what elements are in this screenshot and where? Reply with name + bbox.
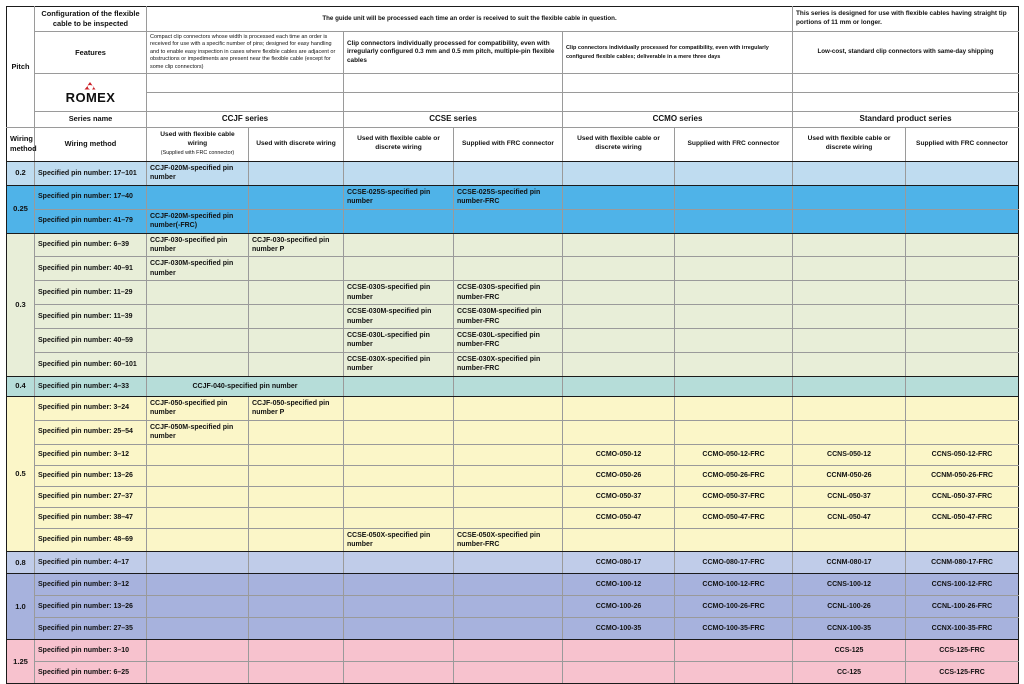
ccmo-flexible-cell: CCMO-050-26 bbox=[563, 465, 675, 486]
standard-frc-cell bbox=[906, 233, 1019, 257]
ccse-flexible-cell bbox=[344, 574, 454, 596]
ccse-flexible-cell bbox=[344, 596, 454, 618]
ccjf-flexible-cell bbox=[147, 352, 249, 376]
pin-number-cell: Specified pin number: 6–25 bbox=[35, 662, 147, 684]
ccjf-discrete-cell bbox=[249, 596, 344, 618]
ccse-flexible-cell bbox=[344, 507, 454, 528]
ccjf-flexible-cell: CCJF-050-specified pin number bbox=[147, 396, 249, 420]
ccse-frc-cell bbox=[454, 574, 563, 596]
ccjf-discrete-cell bbox=[249, 185, 344, 209]
standard-frc-cell bbox=[906, 420, 1019, 444]
ccse-frc-cell: CCSE-030S-specified pin number-FRC bbox=[454, 281, 563, 305]
wiring-ccjf-flex bbox=[147, 127, 249, 161]
ccjf-flexible-cell: CCJF-030M-specified pin number bbox=[147, 257, 249, 281]
pin-number-cell: Specified pin number: 48–69 bbox=[35, 528, 147, 552]
ccmo-flexible-cell bbox=[563, 396, 675, 420]
ccjf-discrete-cell bbox=[249, 257, 344, 281]
header-row-image-band bbox=[7, 93, 1019, 112]
ccmo-frc-cell bbox=[675, 209, 793, 233]
ccse-frc-cell bbox=[454, 465, 563, 486]
wiring-ccmo-frc: Supplied with FRC connector bbox=[675, 127, 793, 161]
ccmo-frc-cell bbox=[675, 396, 793, 420]
table-row bbox=[7, 662, 1019, 684]
product-matrix-page bbox=[0, 6, 1024, 677]
ccse-frc-cell bbox=[454, 507, 563, 528]
ccjf-discrete-cell bbox=[249, 640, 344, 662]
table-row bbox=[7, 352, 1019, 376]
ccmo-flexible-cell bbox=[563, 281, 675, 305]
ccjf-discrete-cell bbox=[249, 281, 344, 305]
ccse-frc-cell bbox=[454, 444, 563, 465]
standard-frc-cell bbox=[906, 209, 1019, 233]
pitch-value-cell: 0.4 bbox=[7, 376, 35, 396]
features-label: Features bbox=[35, 31, 147, 73]
standard-flexible-cell bbox=[793, 420, 906, 444]
table-row bbox=[7, 396, 1019, 420]
standard-flexible-cell: CCNL-050-37 bbox=[793, 486, 906, 507]
ccmo-frc-cell: CCMO-050-37-FRC bbox=[675, 486, 793, 507]
ccjf-discrete-cell bbox=[249, 420, 344, 444]
product-image-ccmo bbox=[563, 74, 793, 93]
pin-number-cell: Specified pin number: 40–91 bbox=[35, 257, 147, 281]
ccse-flexible-cell bbox=[344, 233, 454, 257]
standard-flexible-cell: CCNM-080-17 bbox=[793, 552, 906, 574]
ccjf-flexible-cell bbox=[147, 465, 249, 486]
product-image-ccse bbox=[344, 74, 563, 93]
ccse-frc-cell: CCSE-050X-specified pin number-FRC bbox=[454, 528, 563, 552]
ccjf-discrete-cell bbox=[249, 352, 344, 376]
ccjf-flexible-cell bbox=[147, 552, 249, 574]
table-row bbox=[7, 209, 1019, 233]
series-ccse: CCSE series bbox=[344, 112, 563, 128]
ccse-frc-cell bbox=[454, 596, 563, 618]
wiring-ccjf-flex-main: Used with flexible cable wiring bbox=[160, 131, 235, 148]
ccmo-flexible-cell bbox=[563, 352, 675, 376]
ccjf-flexible-cell bbox=[147, 574, 249, 596]
ccjf-flexible-cell bbox=[147, 618, 249, 640]
standard-flexible-cell bbox=[793, 209, 906, 233]
standard-flexible-cell bbox=[793, 528, 906, 552]
ccjf-flexible-cell bbox=[147, 528, 249, 552]
wiring-ccse-frc: Supplied with FRC connector bbox=[454, 127, 563, 161]
standard-flexible-cell bbox=[793, 185, 906, 209]
table-row bbox=[7, 528, 1019, 552]
ccjf-flexible-cell: CCJF-050M-specified pin number bbox=[147, 420, 249, 444]
ccse-flexible-cell: CCSE-030M-specified pin number bbox=[344, 305, 454, 329]
pin-number-cell: Specified pin number: 17–40 bbox=[35, 185, 147, 209]
ccjf-flexible-cell bbox=[147, 662, 249, 684]
ccjf-flexible-cell: CCJF-030-specified pin number bbox=[147, 233, 249, 257]
ccse-flexible-cell bbox=[344, 376, 454, 396]
table-row bbox=[7, 420, 1019, 444]
pitch-value-cell: 1.0 bbox=[7, 574, 35, 640]
standard-flexible-cell: CCNS-100-12 bbox=[793, 574, 906, 596]
ccse-frc-cell bbox=[454, 420, 563, 444]
ccse-frc-cell bbox=[454, 233, 563, 257]
table-body bbox=[7, 161, 1019, 684]
table-row bbox=[7, 507, 1019, 528]
ccmo-flexible-cell bbox=[563, 161, 675, 185]
table-row bbox=[7, 596, 1019, 618]
wiring-method-label-2: Wiring method bbox=[35, 127, 147, 161]
ccse-flexible-cell bbox=[344, 209, 454, 233]
standard-frc-cell: CCNS-100-12-FRC bbox=[906, 574, 1019, 596]
ccse-flexible-cell bbox=[344, 662, 454, 684]
pin-number-cell: Specified pin number: 40–59 bbox=[35, 329, 147, 353]
standard-flexible-cell: CC-125 bbox=[793, 662, 906, 684]
table-row bbox=[7, 618, 1019, 640]
ccjf-flexible-cell bbox=[147, 507, 249, 528]
ccse-frc-cell bbox=[454, 376, 563, 396]
series-ccjf: CCJF series bbox=[147, 112, 344, 128]
standard-frc-cell bbox=[906, 329, 1019, 353]
table-row bbox=[7, 185, 1019, 209]
ccse-frc-cell: CCSE-025S-specified pin number-FRC bbox=[454, 185, 563, 209]
ccmo-flexible-cell: CCMO-100-35 bbox=[563, 618, 675, 640]
ccjf-discrete-cell bbox=[249, 552, 344, 574]
ccmo-flexible-cell: CCMO-050-47 bbox=[563, 507, 675, 528]
ccmo-frc-cell bbox=[675, 161, 793, 185]
ccse-flexible-cell: CCSE-030X-specified pin number bbox=[344, 352, 454, 376]
series-ccmo: CCMO series bbox=[563, 112, 793, 128]
wiring-standard-flex: Used with flexible cable or discrete wiring bbox=[793, 127, 906, 161]
ccmo-frc-cell bbox=[675, 281, 793, 305]
pitch-value-cell: 0.3 bbox=[7, 233, 35, 376]
standard-flexible-cell bbox=[793, 233, 906, 257]
ccmo-frc-cell bbox=[675, 640, 793, 662]
pin-number-cell: Specified pin number: 11–29 bbox=[35, 281, 147, 305]
ccmo-frc-cell: CCMO-080-17-FRC bbox=[675, 552, 793, 574]
standard-flexible-cell: CCNX-100-35 bbox=[793, 618, 906, 640]
ccse-flexible-cell bbox=[344, 552, 454, 574]
ccse-flexible-cell bbox=[344, 465, 454, 486]
ccjf-flexible-cell bbox=[147, 185, 249, 209]
ccse-frc-cell bbox=[454, 396, 563, 420]
table-row bbox=[7, 465, 1019, 486]
ccjf-discrete-cell bbox=[249, 618, 344, 640]
ccmo-frc-cell: CCMO-100-12-FRC bbox=[675, 574, 793, 596]
standard-flexible-cell bbox=[793, 329, 906, 353]
header-row-brand bbox=[7, 74, 1019, 93]
table-row bbox=[7, 329, 1019, 353]
ccjf-discrete-cell bbox=[249, 486, 344, 507]
standard-frc-cell bbox=[906, 257, 1019, 281]
ccjf-flexible-cell bbox=[147, 640, 249, 662]
standard-flexible-cell: CCNL-050-47 bbox=[793, 507, 906, 528]
ccjf-flexible-cell bbox=[147, 305, 249, 329]
standard-frc-cell bbox=[906, 376, 1019, 396]
ccmo-flexible-cell: CCMO-050-12 bbox=[563, 444, 675, 465]
header-row-wiring-method bbox=[7, 127, 1019, 161]
ccmo-flexible-cell bbox=[563, 662, 675, 684]
series-name-label: Series name bbox=[35, 112, 147, 128]
ccmo-frc-cell bbox=[675, 305, 793, 329]
ccmo-frc-cell bbox=[675, 329, 793, 353]
ccjf-discrete-cell bbox=[249, 161, 344, 185]
ccjf-flexible-cell bbox=[147, 486, 249, 507]
ccmo-flexible-cell bbox=[563, 257, 675, 281]
ccjf-flexible-cell: CCJF-020M-specified pin number(-FRC) bbox=[147, 209, 249, 233]
ccmo-flexible-cell bbox=[563, 185, 675, 209]
pin-number-cell: Specified pin number: 25–54 bbox=[35, 420, 147, 444]
features-ccmo: Clip connectors individually processed for compatibility, even with irregularly configured flexible cables; deliverable in a mere three days bbox=[563, 31, 793, 73]
ccse-flexible-cell: CCSE-050X-specified pin number bbox=[344, 528, 454, 552]
table-row bbox=[7, 281, 1019, 305]
ccmo-flexible-cell: CCMO-080-17 bbox=[563, 552, 675, 574]
features-ccjf: Compact clip connectors whose width is processed each time an order is received for use with a specific number of pins; designed for easy handling and to enable easy inspection in cases where flexible cables are adjacent or obstructions or impediments are present near the flexible cable (except for some clip connectors) bbox=[147, 31, 344, 73]
ccmo-frc-cell bbox=[675, 662, 793, 684]
ccmo-frc-cell bbox=[675, 420, 793, 444]
standard-frc-cell bbox=[906, 305, 1019, 329]
table-row bbox=[7, 444, 1019, 465]
standard-frc-cell bbox=[906, 161, 1019, 185]
ccmo-flexible-cell bbox=[563, 305, 675, 329]
pin-number-cell: Specified pin number: 3–12 bbox=[35, 444, 147, 465]
standard-frc-cell bbox=[906, 185, 1019, 209]
table-row bbox=[7, 486, 1019, 507]
ccjf-discrete-cell bbox=[249, 305, 344, 329]
ccse-flexible-cell bbox=[344, 618, 454, 640]
standard-flexible-cell bbox=[793, 352, 906, 376]
series-standard: Standard product series bbox=[793, 112, 1019, 128]
header-row-features bbox=[7, 31, 1019, 73]
ccse-flexible-cell bbox=[344, 486, 454, 507]
standard-frc-cell: CCNL-050-37-FRC bbox=[906, 486, 1019, 507]
ccse-frc-cell: CCSE-030M-specified pin number-FRC bbox=[454, 305, 563, 329]
standard-flexible-cell: CCS-125 bbox=[793, 640, 906, 662]
standard-flexible-cell bbox=[793, 376, 906, 396]
ccse-frc-cell bbox=[454, 257, 563, 281]
ccjf-discrete-cell bbox=[249, 444, 344, 465]
table-row bbox=[7, 161, 1019, 185]
standard-flexible-cell bbox=[793, 257, 906, 281]
product-image-ccjf-alt bbox=[147, 93, 344, 112]
pin-number-cell: Specified pin number: 11–39 bbox=[35, 305, 147, 329]
ccmo-frc-cell bbox=[675, 528, 793, 552]
standard-flexible-cell: CCNS-050-12 bbox=[793, 444, 906, 465]
features-ccse: Clip connectors individually processed for compatibility, even with irregularly configured 0.3 mm and 0.5 mm pitch, multiple-pin flexible cables bbox=[344, 31, 563, 73]
ccmo-flexible-cell: CCMO-100-26 bbox=[563, 596, 675, 618]
ccmo-frc-cell: CCMO-050-12-FRC bbox=[675, 444, 793, 465]
ccmo-flexible-cell: CCMO-100-12 bbox=[563, 574, 675, 596]
ccjf-flexible-cell bbox=[147, 444, 249, 465]
ccmo-frc-cell bbox=[675, 257, 793, 281]
configuration-label: Configuration of the flexible cable to be inspected bbox=[35, 7, 147, 32]
pitch-value-cell: 0.8 bbox=[7, 552, 35, 574]
ccse-flexible-cell bbox=[344, 420, 454, 444]
ccse-frc-cell: CCSE-030L-specified pin number-FRC bbox=[454, 329, 563, 353]
ccse-flexible-cell bbox=[344, 396, 454, 420]
pin-number-cell: Specified pin number: 60–101 bbox=[35, 352, 147, 376]
ccse-flexible-cell bbox=[344, 444, 454, 465]
standard-frc-cell: CCNM-050-26-FRC bbox=[906, 465, 1019, 486]
ccjf-discrete-cell bbox=[249, 209, 344, 233]
standard-frc-cell bbox=[906, 528, 1019, 552]
configuration-standard-text: This series is designed for use with flexible cables having straight tip portions of 11 mm or longer. bbox=[793, 7, 1019, 32]
ccmo-flexible-cell bbox=[563, 420, 675, 444]
standard-frc-cell bbox=[906, 352, 1019, 376]
wiring-ccjf-flex-note: (Supplied with FRC connector) bbox=[160, 150, 235, 157]
pin-number-cell: Specified pin number: 41–79 bbox=[35, 209, 147, 233]
table-row bbox=[7, 640, 1019, 662]
pitch-corner-label: Pitch bbox=[7, 7, 35, 128]
standard-frc-cell: CCNX-100-35-FRC bbox=[906, 618, 1019, 640]
ccmo-flexible-cell: CCMO-050-37 bbox=[563, 486, 675, 507]
ccjf-discrete-cell: CCJF-030-specified pin number P bbox=[249, 233, 344, 257]
connector-selection-table bbox=[6, 6, 1019, 684]
standard-frc-cell: CCS-125-FRC bbox=[906, 662, 1019, 684]
table-row bbox=[7, 233, 1019, 257]
product-image-ccse-alt bbox=[344, 93, 563, 112]
wiring-standard-frc: Supplied with FRC connector bbox=[906, 127, 1019, 161]
ccmo-frc-cell bbox=[675, 352, 793, 376]
ccmo-frc-cell: CCMO-050-26-FRC bbox=[675, 465, 793, 486]
features-standard: Low-cost, standard clip connectors with same-day shipping bbox=[793, 31, 1019, 73]
standard-frc-cell: CCNS-050-12-FRC bbox=[906, 444, 1019, 465]
pin-number-cell: Specified pin number: 38–47 bbox=[35, 507, 147, 528]
ccse-frc-cell bbox=[454, 618, 563, 640]
ccmo-frc-cell: CCMO-050-47-FRC bbox=[675, 507, 793, 528]
ccjf-discrete-cell bbox=[249, 465, 344, 486]
standard-flexible-cell: CCNL-100-26 bbox=[793, 596, 906, 618]
pin-number-cell: Specified pin number: 3–10 bbox=[35, 640, 147, 662]
ccmo-flexible-cell bbox=[563, 329, 675, 353]
ccjf-discrete-cell: CCJF-050-specified pin number P bbox=[249, 396, 344, 420]
ccjf-flexible-cell bbox=[147, 281, 249, 305]
ccse-frc-cell: CCSE-030X-specified pin number-FRC bbox=[454, 352, 563, 376]
pin-number-cell: Specified pin number: 13–26 bbox=[35, 465, 147, 486]
ccmo-frc-cell bbox=[675, 233, 793, 257]
pin-number-cell: Specified pin number: 4–17 bbox=[35, 552, 147, 574]
product-image-ccjf bbox=[147, 74, 344, 93]
ccjf-flexible-cell: CCJF-020M-specified pin number bbox=[147, 161, 249, 185]
table-row bbox=[7, 376, 1019, 396]
ccjf-discrete-cell bbox=[249, 574, 344, 596]
pin-number-cell: Specified pin number: 27–35 bbox=[35, 618, 147, 640]
wiring-ccse-flex: Used with flexible cable or discrete wiring bbox=[344, 127, 454, 161]
standard-frc-cell: CCNL-050-47-FRC bbox=[906, 507, 1019, 528]
ccjf-discrete-cell bbox=[249, 528, 344, 552]
pin-number-cell: Specified pin number: 4–33 bbox=[35, 376, 147, 396]
brand-logo-cell bbox=[35, 74, 147, 112]
pitch-value-cell: 1.25 bbox=[7, 640, 35, 684]
standard-flexible-cell: CCNM-050-26 bbox=[793, 465, 906, 486]
header-row-series-name bbox=[7, 112, 1019, 128]
wiring-ccmo-flex: Used with flexible cable or discrete wiring bbox=[563, 127, 675, 161]
ccse-frc-cell bbox=[454, 209, 563, 233]
pitch-value-cell: 0.25 bbox=[7, 185, 35, 233]
table-row bbox=[7, 552, 1019, 574]
pin-number-cell: Specified pin number: 13–26 bbox=[35, 596, 147, 618]
product-image-standard bbox=[793, 74, 1019, 93]
ccjf-span-cell: CCJF-040-specified pin number bbox=[147, 376, 344, 396]
standard-flexible-cell bbox=[793, 281, 906, 305]
ccse-frc-cell bbox=[454, 486, 563, 507]
pin-number-cell: Specified pin number: 17–101 bbox=[35, 161, 147, 185]
product-image-standard-alt bbox=[793, 93, 1019, 112]
ccse-frc-cell bbox=[454, 662, 563, 684]
ccse-flexible-cell: CCSE-030S-specified pin number bbox=[344, 281, 454, 305]
ccjf-discrete-cell bbox=[249, 662, 344, 684]
pin-number-cell: Specified pin number: 3–24 bbox=[35, 396, 147, 420]
wiring-ccjf-discrete: Used with discrete wiring bbox=[249, 127, 344, 161]
standard-frc-cell: CCS-125-FRC bbox=[906, 640, 1019, 662]
ccmo-frc-cell bbox=[675, 185, 793, 209]
ccse-frc-cell bbox=[454, 161, 563, 185]
ccmo-frc-cell bbox=[675, 376, 793, 396]
pin-number-cell: Specified pin number: 6–39 bbox=[35, 233, 147, 257]
pin-number-cell: Specified pin number: 3–12 bbox=[35, 574, 147, 596]
ccmo-flexible-cell bbox=[563, 233, 675, 257]
pitch-value-cell: 0.5 bbox=[7, 396, 35, 552]
ccse-flexible-cell bbox=[344, 640, 454, 662]
ccjf-discrete-cell bbox=[249, 329, 344, 353]
standard-frc-cell bbox=[906, 281, 1019, 305]
ccjf-flexible-cell bbox=[147, 329, 249, 353]
ccmo-flexible-cell bbox=[563, 209, 675, 233]
header-row-configuration bbox=[7, 7, 1019, 32]
ccse-frc-cell bbox=[454, 640, 563, 662]
pitch-value-cell: 0.2 bbox=[7, 161, 35, 185]
standard-flexible-cell bbox=[793, 161, 906, 185]
ccmo-flexible-cell bbox=[563, 528, 675, 552]
ccse-frc-cell bbox=[454, 552, 563, 574]
standard-frc-cell bbox=[906, 396, 1019, 420]
ccjf-flexible-cell bbox=[147, 596, 249, 618]
ccse-flexible-cell bbox=[344, 257, 454, 281]
configuration-guide-text: The guide unit will be processed each time an order is received to suit the flexible cable in question. bbox=[147, 7, 793, 32]
table-row bbox=[7, 574, 1019, 596]
ccmo-frc-cell: CCMO-100-35-FRC bbox=[675, 618, 793, 640]
ccmo-flexible-cell bbox=[563, 640, 675, 662]
table-row bbox=[7, 305, 1019, 329]
standard-frc-cell: CCNM-080-17-FRC bbox=[906, 552, 1019, 574]
pin-number-cell: Specified pin number: 27–37 bbox=[35, 486, 147, 507]
ccse-flexible-cell bbox=[344, 161, 454, 185]
standard-frc-cell: CCNL-100-26-FRC bbox=[906, 596, 1019, 618]
ccse-flexible-cell: CCSE-030L-specified pin number bbox=[344, 329, 454, 353]
ccse-flexible-cell: CCSE-025S-specified pin number bbox=[344, 185, 454, 209]
product-image-ccmo-alt bbox=[563, 93, 793, 112]
table-row bbox=[7, 257, 1019, 281]
ccmo-frc-cell: CCMO-100-26-FRC bbox=[675, 596, 793, 618]
ccmo-flexible-cell bbox=[563, 376, 675, 396]
brand-wordmark: ROMEX bbox=[65, 90, 116, 106]
wiring-method-label: Wiring method bbox=[7, 127, 35, 161]
ccjf-discrete-cell bbox=[249, 507, 344, 528]
standard-flexible-cell bbox=[793, 305, 906, 329]
standard-flexible-cell bbox=[793, 396, 906, 420]
